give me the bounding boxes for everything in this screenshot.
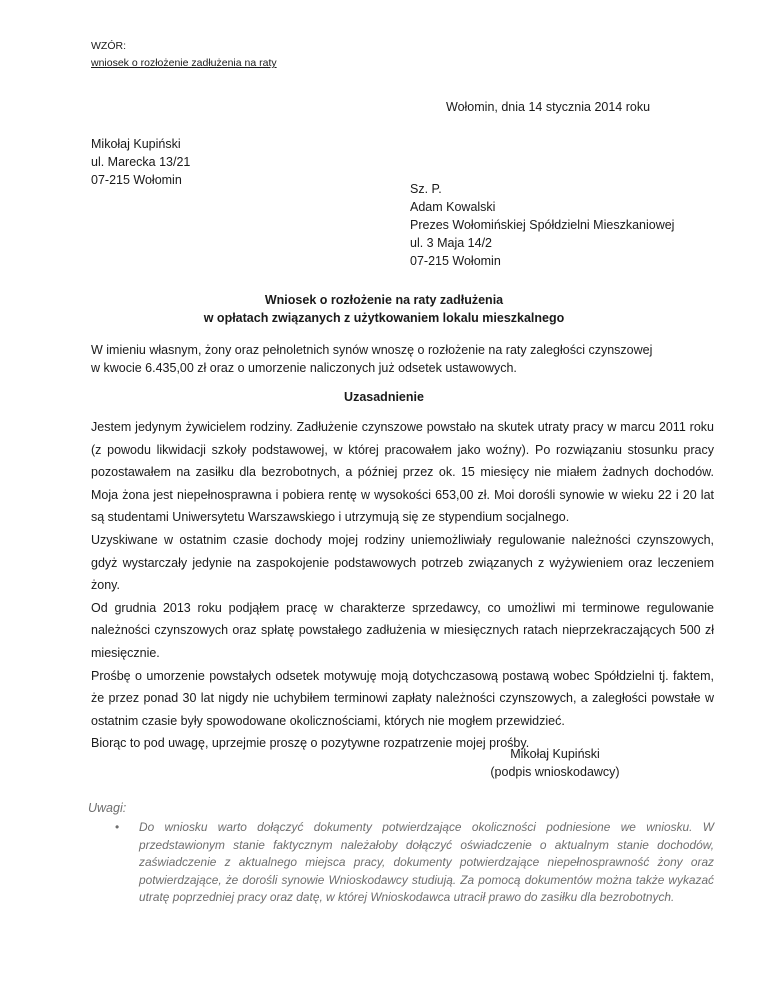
paragraph: Jestem jedynym żywicielem rodziny. Zadłużenie czynszowe powstało na skutek utraty pracy w marcu 2011 roku (z powodu likwidacji szkoły podstawowej, w której pracowałem jako woźny). Po rozwiązaniu stosunku pracy pozostawałem na zasiłku dla bezrobotnych, a później przez ok. 15 miesięcy nie miałem żadnych dochodów. Moja żona jest niepełnosprawna i pobiera rentę w wysokości 653,00 zł. Moi dorośli synowie w wieku 22 i 20 lat są studentami Uniwersytetu Warszawskiego i utrzymują się ze stypendium socjalnego. <box>91 420 714 525</box>
paragraph: Uzyskiwane w ostatnim czasie dochody mojej rodziny uniemożliwiały regulowanie należności czynszowych, gdyż wystarczały jedynie na zaspokojenie podstawowych potrzeb związanych z wyżywieniem oraz leczeniem żony. <box>91 532 714 593</box>
justification-heading: Uzasadnienie <box>344 390 424 404</box>
title-line-1: Wniosek o rozłożenie na raty zadłużenia <box>264 293 504 307</box>
paragraph: Prośbę o umorzenie powstałych odsetek motywuję moją dotychczasową postawą wobec Spółdzielni tj. faktem, że przez ponad 30 lat nigdy nie uchybiłem terminowi zapłaty należności czynszowych, a zaległości powstałe w ostatnim czasie były spowodowane okolicznościami, których nie mogłem przewidzieć. <box>91 668 714 728</box>
intro-line-1: W imieniu własnym, żony oraz pełnoletnich synów wnoszę o rozłożenie na raty zaległości czynszowej <box>91 343 653 357</box>
justification-body <box>91 416 714 755</box>
signature-block <box>470 745 640 781</box>
bullet-icon: • <box>115 820 120 834</box>
recipient-name: Adam Kowalski <box>410 200 496 214</box>
sender-city: 07-215 Wołomin <box>91 173 182 187</box>
paragraph: Biorąc to pod uwagę, uprzejmie proszę o pozytywne rozpatrzenie mojej prośby. <box>91 736 530 751</box>
request-intro <box>91 341 691 377</box>
template-subtitle: wniosek o rozłożenie zadłużenia na raty <box>91 57 277 69</box>
document-title <box>0 291 768 327</box>
sender-street: ul. Marecka 13/21 <box>91 155 191 169</box>
sender-address <box>91 135 190 189</box>
signature-name: Mikołaj Kupiński <box>510 747 600 761</box>
notes-text: Do wniosku warto dołączyć dokumenty potwierdzające okoliczności podniesione we wniosku. W przedstawionym stanie faktycznym należałoby dołączyć oświadczenie o aktualnym stanie dochodów, zaświadczenie z aktualnego miejsca pracy, dokumenty potwierdzające niepełnosprawność żony oraz potwierdzające, że dorośli synowie Wnioskodawcy studiują. Za pomocą dokumentów można także wykazać utratę poprzedniej pracy oraz datę, w której Wnioskodawca utracił prawo do zasiłku dla bezrobotnych. <box>139 820 714 904</box>
sender-name: Mikołaj Kupiński <box>91 137 181 151</box>
template-label: WZÓR: <box>91 40 126 52</box>
recipient-salutation: Sz. P. <box>410 182 442 196</box>
signature-caption: (podpis wnioskodawcy) <box>490 765 620 779</box>
intro-line-2: w kwocie 6.435,00 zł oraz o umorzenie naliczonych już odsetek ustawowych. <box>91 361 517 375</box>
title-line-2: w opłatach związanych z użytkowaniem lokalu mieszkalnego <box>203 311 565 325</box>
recipient-street: ul. 3 Maja 14/2 <box>410 236 492 250</box>
recipient-address <box>410 180 674 270</box>
place-date: Wołomin, dnia 14 stycznia 2014 roku <box>446 100 651 114</box>
notes-label: Uwagi: <box>88 801 127 815</box>
paragraph: Od grudnia 2013 roku podjąłem pracę w charakterze sprzedawcy, co umożliwi mi terminowe regulowanie należności czynszowych oraz spłatę powstałego zadłużenia w miesięcznych ratach nieprzekraczających 500 zł miesięcznie. <box>91 600 714 660</box>
recipient-city: 07-215 Wołomin <box>410 254 501 268</box>
recipient-position: Prezes Wołomińskiej Spółdzielni Mieszkaniowej <box>410 218 675 232</box>
